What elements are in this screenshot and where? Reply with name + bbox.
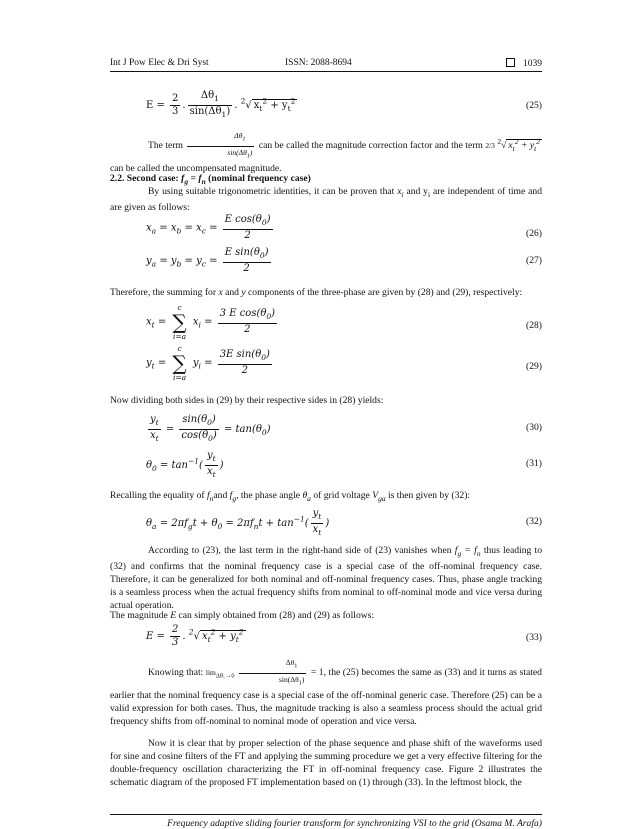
eq29-numerator-tail: ) bbox=[266, 349, 270, 360]
header-rule bbox=[110, 71, 542, 72]
running-footer: Frequency adaptive sliding fourier transform for synchronizing VSI to the grid (Osama M. Arafa) bbox=[167, 818, 542, 829]
para8-text-b: = 1, the (25) becomes the same as (33) and it turns as stated earlier that the nominal frequency case is a special case of the off-nominal generic case. Therefore (25) can be a valid expression for both cases. Thus, the magnitude tracking is also a seamless process should the actual grid frequency shifts from off-nominal to nominal mode of operation and vice versa. bbox=[110, 667, 542, 727]
section-heading: 2.2. Second case: $f_g = f_n$ (nominal frequency case) bbox=[110, 173, 311, 186]
para2-text-c: are independent of time and are given as follows: bbox=[110, 186, 542, 213]
issn: ISSN: 2088-8694 bbox=[285, 58, 352, 68]
equation-33-number: (33) bbox=[526, 632, 542, 643]
equation-25: E = $\frac{2}{3}$ . $\frac{\Delta\theta_1}{\sin(\Delta\theta_1)}$ . $^2$√ $x_t^2 + y_t^2$ bbox=[146, 90, 296, 119]
equation-32-number: (32) bbox=[526, 516, 542, 527]
para1-text-b: can be called the magnitude correction factor and the term bbox=[258, 140, 483, 152]
para8-text-a: Knowing that: bbox=[148, 667, 204, 679]
para7-text-a: The magnitude bbox=[110, 610, 168, 621]
page-number: 1039 bbox=[523, 59, 542, 69]
para5-text-b: and bbox=[213, 490, 228, 501]
para6-text-b: thus leading to (32) and confirms that the nominal frequency case is a special case of the off-nominal frequency case. Therefore, it can be generalized for both nominal and off-nominal frequency cases. Thus, phase angle tracking is a seamless process when the actual frequency shifts from nominal to off-nominal mode and vice versa during actual operation. bbox=[110, 545, 542, 611]
para5-text-c: , the phase angle bbox=[236, 490, 301, 501]
equation-28: $x_t$ = c ∑ i=a $x_i$ = $\frac{3 E \cos(\theta_0)}{2}$ bbox=[146, 303, 276, 341]
section-number: 2.2. bbox=[110, 173, 125, 184]
para5-text-a: Recalling the equality of bbox=[110, 490, 205, 501]
journal-name: Int J Pow Elec & Dri Syst bbox=[110, 58, 209, 68]
checkbox-square-icon bbox=[506, 58, 515, 67]
paragraph-identities: By using suitable trigonometric identities, it can be proven that $x_i$ and $y_i$ are independent of time and are given as follows: bbox=[110, 186, 542, 213]
para1-text-a: The term bbox=[148, 140, 183, 152]
paragraph-according: According to (23), the last term in the right-hand side of (23) vanishes when $f_g = f_n$ thus leading to (32) and confirms that the nominal frequency case is a special case of the off-nominal frequency case. Therefore, it can be generalized for both nominal and off-nominal frequency cases. Thus, phase angle tracking is a seamless process when the actual frequency shifts from nominal to off-nominal mode and vice versa during actual operation. bbox=[110, 545, 542, 611]
paragraph-magnitude bbox=[110, 609, 542, 622]
equation-30-number: (30) bbox=[526, 422, 542, 433]
equation-33: E = $\frac{2}{3}$ . $^2$√ $x_t^2 + y_t^2$ bbox=[146, 624, 244, 648]
equation-32: $\theta_a = 2\pi f_gt + \theta_0 = 2\pi f_nt + \tan^{-1}$( $\frac{y_t}{x_t}$ ) bbox=[146, 508, 330, 537]
para2-text-b: and y bbox=[406, 186, 428, 197]
para2-text-a: By using suitable trigonometric identities, it can be proven that bbox=[148, 186, 395, 197]
equation-31-number: (31) bbox=[526, 458, 542, 469]
paragraph-recalling: Recalling the equality of $f_nand$ $f_g$, the phase angle $\theta_a$ of grid voltage $V_{ga}$ is then given by (32): bbox=[110, 490, 471, 503]
para3-text-b: and bbox=[225, 287, 239, 298]
para7-text-b: E bbox=[170, 610, 177, 621]
equation-30: $\frac{y_t}{x_t}$ = $\frac{\sin(\theta_0)}{\cos(\theta_0)}$ = $\tan(\theta_0)$ bbox=[150, 414, 271, 443]
equation-26-number: (26) bbox=[526, 228, 542, 239]
paragraph-conclusion: Now it is clear that by proper selection of the phase sequence and phase shift of the waveforms used for sine and cosine filters of the FT and applying the summing procedure we get a very effective filtering for the double-frequency oscillation characterizing the FT in off-nominal frequency case. Figure 2 illustrates the schematic diagram of the proposed FT implementation based on (1) through (33). In the leftmost block, the bbox=[110, 738, 542, 788]
equation-29: $y_t$ = c ∑ i=a $y_i$ = $\frac{3E \sin(\theta_0)}{2}$ bbox=[146, 344, 270, 382]
paragraph-knowing: Knowing that: $\lim_{\Delta\theta_1\to 0}$ $\frac{\Delta\theta_1}{\sin(\Delta\theta_1)}$ = 1, the (25) becomes the same as (33) and it turns as stated earlier that the nominal frequency case is a special case of the off-nominal generic case. Therefore (25) can be a valid expression for both cases. Thus, the magnitude tracking is also a seamless process should the actual grid frequency shifts from off-nominal to nominal mode of operation and vice versa. bbox=[110, 658, 542, 727]
footer-rule bbox=[110, 814, 542, 815]
para1-text-c: can be called the uncompensated magnitude. bbox=[110, 163, 282, 174]
para5-text-d: of grid voltage bbox=[313, 490, 370, 501]
equation-26: $x_a = x_b = x_c$ = $\frac{E \cos(\theta_0)}{2}$ bbox=[146, 214, 271, 241]
equation-27-number: (27) bbox=[526, 255, 542, 266]
paragraph-summing: Therefore, the summing for x and y components of the three-phase are given by (28) and (29), respectively: bbox=[110, 287, 523, 298]
para6-text-a: According to (23), the last term in the right-hand side of (23) vanishes when bbox=[148, 545, 452, 556]
para3-text-a: Therefore, the summing for bbox=[110, 287, 217, 298]
equation-31: $\theta_0 = \tan^{-1}$( $\frac{y_t}{x_t}$ ) bbox=[146, 450, 224, 479]
para5-text-e: is then given by (32): bbox=[387, 490, 471, 501]
eq29-numerator: 3E sin(θ bbox=[219, 349, 262, 360]
para7-text-c: can simply obtained from (28) and (29) as follows: bbox=[178, 610, 375, 621]
page-number-group bbox=[506, 58, 542, 69]
equation-27: $y_a = y_b = y_c$ = $\frac{E \sin(\theta_0)}{2}$ bbox=[146, 247, 269, 274]
eq28-numerator-tail: ) bbox=[271, 308, 276, 319]
paragraph-dividing: Now dividing both sides in (29) by their respective sides in (28) yields: bbox=[110, 395, 384, 406]
equation-25-number: (25) bbox=[526, 100, 542, 111]
section-title: Second case: bbox=[126, 173, 179, 184]
equation-29-number: (29) bbox=[526, 361, 542, 372]
paragraph-term: The term $\frac{\Delta\theta_1}{\sin(\Delta\theta_1)}$ can be called the magnitude correction factor and the term 2/3 $^2$√ $x_t^2 + y_t^2$ can be called the uncompensated magnitude. bbox=[110, 131, 541, 174]
eq28-numerator: 3 E cos(θ bbox=[219, 308, 267, 319]
equation-28-number: (28) bbox=[526, 320, 542, 331]
para3-text-c: components of the three-phase are given by (28) and (29), respectively: bbox=[248, 287, 523, 298]
section-title-tail: (nominal frequency case) bbox=[208, 173, 311, 184]
